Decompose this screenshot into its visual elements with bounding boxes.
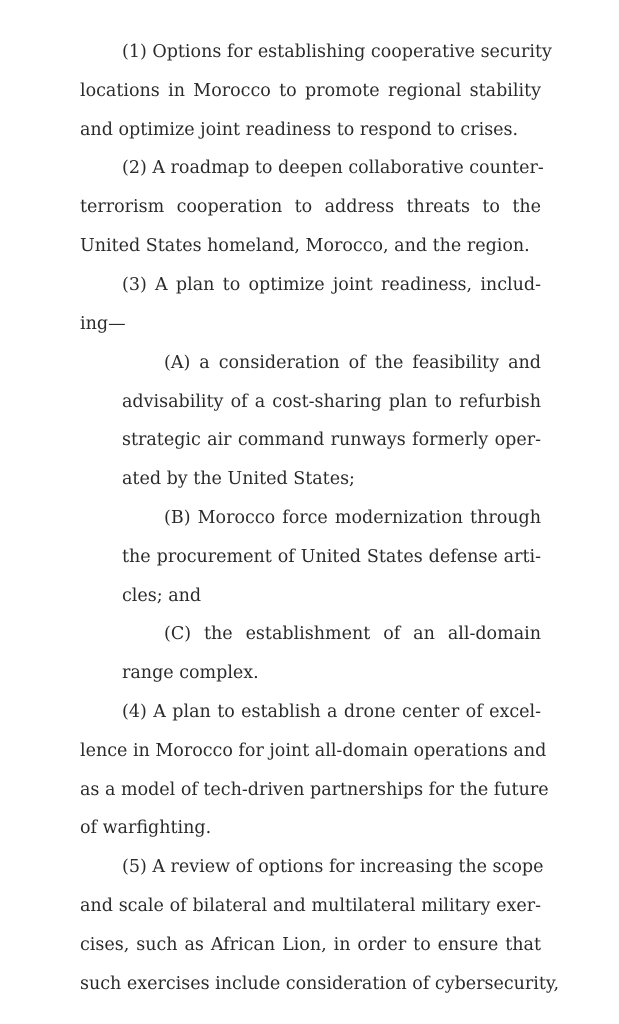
text-line: lence in Morocco for joint all-domain operations and xyxy=(80,741,547,761)
text-line: United States homeland, Morocco, and the region. xyxy=(80,236,530,256)
text-line: (B) Morocco force modernization through xyxy=(164,508,541,528)
text-line: of warfighting. xyxy=(80,818,212,838)
text-line: (2) A roadmap to deepen collaborative counter- xyxy=(122,158,544,178)
text-line: advisability of a cost-sharing plan to refurbish xyxy=(122,392,541,412)
text-line: locations in Morocco to promote regional stability xyxy=(80,81,541,101)
text-line: as a model of tech-driven partnerships for the future xyxy=(80,780,549,800)
text-line: range complex. xyxy=(122,663,259,683)
text-line: such exercises include consideration of cybersecurity, xyxy=(80,974,560,994)
text-line: (C) the establishment of an all-domain xyxy=(164,624,541,644)
text-line: ated by the United States; xyxy=(122,469,355,489)
text-line: ing— xyxy=(80,314,126,334)
text-line: and optimize joint readiness to respond to crises. xyxy=(80,120,519,140)
text-line: (A) a consideration of the feasibility and xyxy=(164,353,541,373)
text-line: (4) A plan to establish a drone center of excel- xyxy=(122,702,541,722)
text-line: the procurement of United States defense arti- xyxy=(122,547,541,567)
text-line: cles; and xyxy=(122,586,202,606)
text-line: strategic air command runways formerly oper- xyxy=(122,430,541,450)
text-line: terrorism cooperation to address threats to the xyxy=(80,197,541,217)
text-line: (3) A plan to optimize joint readiness, includ- xyxy=(122,275,541,295)
text-line: and scale of bilateral and multilateral military exer- xyxy=(80,896,541,916)
text-line: (1) Options for establishing cooperative security xyxy=(122,42,552,62)
text-line: cises, such as African Lion, in order to ensure that xyxy=(80,935,541,955)
text-line: (5) A review of options for increasing the scope xyxy=(122,857,544,877)
